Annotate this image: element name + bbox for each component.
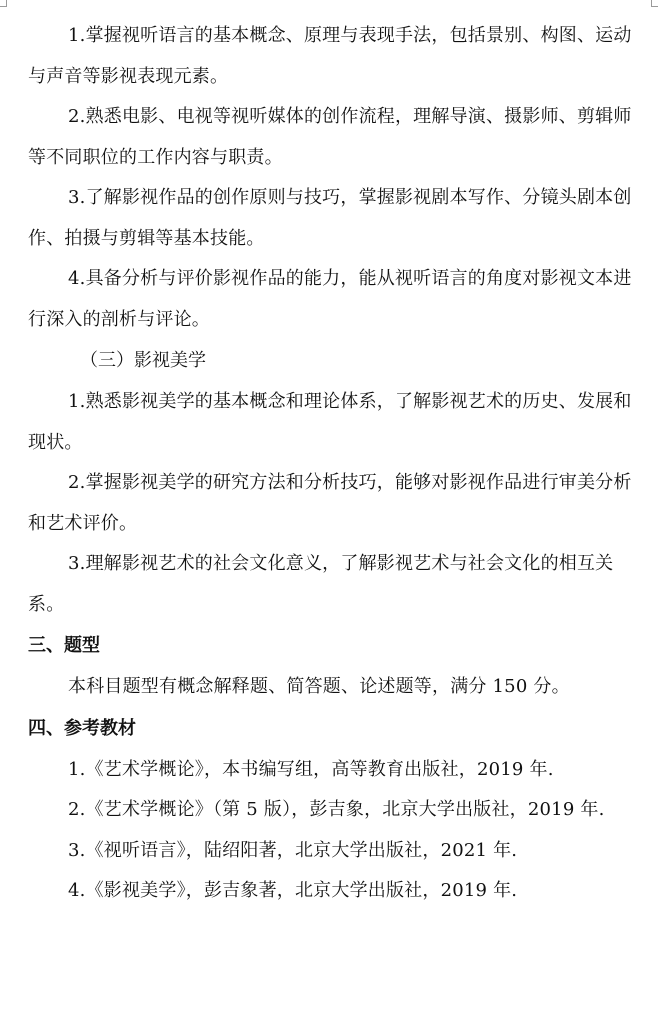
reference-item-1: 1.《艺术学概论》，本书编写组，高等教育出版社，2019 年. <box>68 758 554 780</box>
question-types-text: 本科目题型有概念解释题、简答题、论述题等，满分 150 分。 <box>68 676 570 697</box>
reference-item-4: 4.《影视美学》，彭吉象著，北京大学出版社，2019 年. <box>68 880 518 901</box>
objective-item-3: 3.了解影视作品的创作原则与技巧，掌握影视剧本写作、分镜头剧本创作、拍摄与剪辑等基本技能。 <box>28 187 632 249</box>
page-corner-mark-left <box>0 0 7 7</box>
page-corner-mark-right <box>651 0 658 7</box>
aesthetics-item-1: 1.熟悉影视美学的基本概念和理论体系，了解影视艺术的历史、发展和现状。 <box>28 391 632 453</box>
aesthetics-item-2: 2.掌握影视美学的研究方法和分析技巧，能够对影视作品进行审美分析和艺术评价。 <box>28 472 632 534</box>
objective-item-2: 2.熟悉电影、电视等视听媒体的创作流程，理解导演、摄影师、剪辑师等不同职位的工作内容与职责。 <box>28 106 632 168</box>
subsection-title-film-aesthetics: （三）影视美学 <box>80 350 206 371</box>
section-title-references: 四、参考教材 <box>28 717 136 739</box>
document-page <box>28 16 638 912</box>
reference-item-3: 3.《视听语言》，陆绍阳著，北京大学出版社，2021 年. <box>68 839 518 861</box>
section-title-question-types: 三、题型 <box>28 635 100 656</box>
aesthetics-item-3: 3.理解影视艺术的社会文化意义，了解影视艺术与社会文化的相互关系。 <box>28 553 614 615</box>
objective-item-1: 1.掌握视听语言的基本概念、原理与表现手法，包括景别、构图、运动与声音等影视表现元素。 <box>28 25 632 87</box>
reference-item-2: 2.《艺术学概论》（第 5 版），彭吉象，北京大学出版社，2019 年. <box>68 799 605 820</box>
objective-item-4: 4.具备分析与评价影视作品的能力，能从视听语言的角度对影视文本进行深入的剖析与评论。 <box>28 268 632 330</box>
